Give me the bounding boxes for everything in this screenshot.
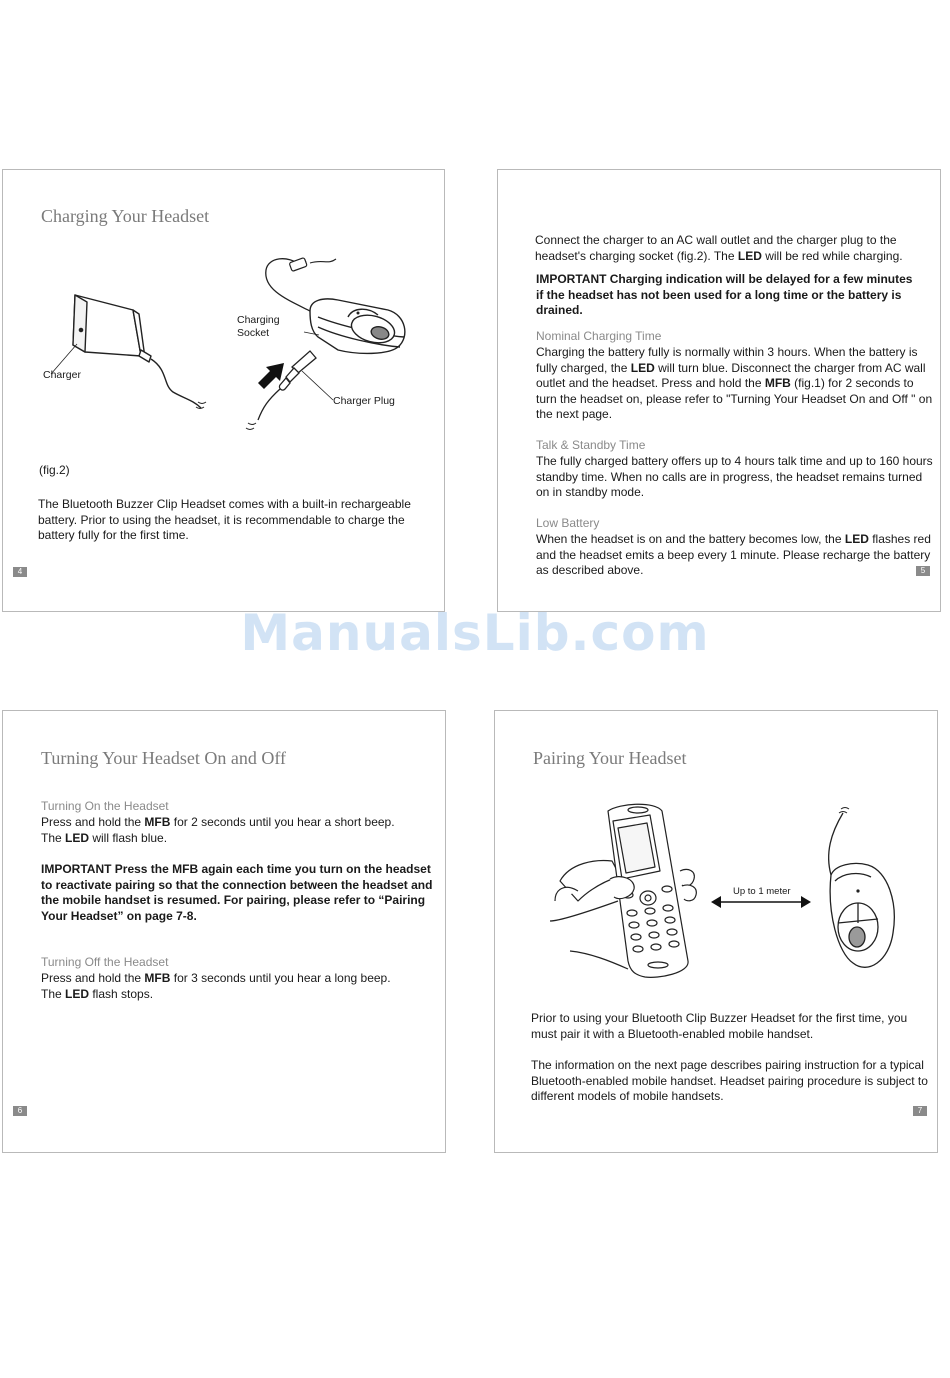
body-line: Press and hold the MFB for 3 seconds until you hear a long beep.: [41, 971, 391, 985]
charging-socket-label-line1: Charging: [237, 314, 280, 326]
body-line: different models of mobile handsets.: [531, 1089, 724, 1103]
charging-socket-label-line2: Socket: [237, 327, 270, 339]
body-line: Bluetooth-enabled mobile handset. Headset pairing procedure is subject to: [531, 1073, 928, 1088]
body-line: as described above.: [536, 563, 644, 577]
important-note: [536, 272, 912, 319]
charging-socket-label: [237, 314, 280, 340]
section-title-turning-off: Turning Off the Headset: [41, 955, 169, 969]
body-line: The Bluetooth Buzzer Clip Headset comes with a built-in rechargeable: [38, 497, 411, 511]
body-line: the next page.: [536, 407, 613, 421]
turning-on-paragraph: [41, 815, 395, 846]
page-title: Charging Your Headset: [41, 206, 210, 226]
body-paragraph: [38, 497, 411, 544]
important-line: drained.: [536, 303, 583, 317]
body-line: Prior to using your Bluetooth Clip Buzzer Headset for the first time, you: [531, 1011, 908, 1025]
low-battery-paragraph: [536, 532, 931, 579]
important-line: Your Headset” on page 7-8.: [41, 908, 197, 923]
important-line: IMPORTANT Press the MFB again each time you turn on the headset: [41, 862, 431, 876]
manual-page-6: [2, 710, 446, 1153]
body-line: The information on the next page describes pairing instruction for a typical: [531, 1058, 924, 1072]
headset-plug-illustration: [228, 255, 428, 435]
section-title-talk-standby: Talk & Standby Time: [536, 438, 646, 452]
important-line: if the headset has not been used for a long time or the battery is: [536, 287, 902, 302]
watermark: ManualsLib.com: [240, 604, 710, 662]
section-title-low-battery: Low Battery: [536, 516, 600, 530]
body-line: The fully charged battery offers up to 4 hours talk time and up to 160 hours: [536, 454, 933, 468]
charger-label: Charger: [43, 369, 81, 381]
page-title: Pairing Your Headset: [533, 748, 687, 768]
page-number: 6: [13, 1106, 27, 1116]
manual-page-7: [494, 710, 938, 1153]
talk-standby-paragraph: [536, 454, 933, 501]
body-line: on in standby mode.: [536, 485, 645, 499]
important-note: [41, 862, 432, 924]
page-number: 5: [916, 566, 930, 576]
body-line: Press and hold the MFB for 2 seconds until you hear a short beep.: [41, 815, 395, 829]
section-title-turning-on: Turning On the Headset: [41, 799, 169, 813]
body-line: must pair it with a Bluetooth-enabled mobile handset.: [531, 1026, 814, 1041]
body-line: battery fully for the first time.: [38, 528, 189, 542]
charger-plug-label: Charger Plug: [333, 395, 395, 407]
body-line: headset's charging socket (fig.2). The LED will be red while charging.: [535, 248, 903, 263]
pairing-paragraph-2: [531, 1058, 928, 1105]
distance-label: Up to 1 meter: [733, 886, 791, 897]
body-line: Connect the charger to an AC wall outlet and the charger plug to the: [535, 233, 897, 247]
important-line: the mobile handset is resumed. For pairing, please refer to “Pairing: [41, 893, 426, 907]
manual-page-4: [2, 169, 445, 612]
section-title-nominal-charging: Nominal Charging Time: [536, 329, 662, 343]
mobile-phone-illustration: [550, 801, 710, 981]
intro-paragraph: [535, 233, 903, 264]
charger-illustration: [33, 290, 223, 420]
page-title: Turning Your Headset On and Off: [41, 748, 287, 768]
body-line: outlet and the headset. Press and hold the MFB (fig.1) for 2 seconds to: [536, 376, 914, 390]
body-line: fully charged, the LED will turn blue. Disconnect the charger from AC wall: [536, 360, 926, 375]
headset-illustration: [813, 803, 923, 983]
body-line: standby time. When no calls are in progress, the headset remains turned: [536, 469, 923, 484]
page-number: 7: [913, 1106, 927, 1116]
important-line: IMPORTANT Charging indication will be delayed for a few minutes: [536, 272, 913, 286]
manual-page-5: [497, 169, 941, 612]
body-line: Charging the battery fully is normally within 3 hours. When the battery is: [536, 345, 918, 359]
body-line: The LED flash stops.: [41, 986, 154, 1001]
important-line: to reactivate pairing so that the connection between the headset and: [41, 877, 433, 892]
page-number: 4: [13, 567, 27, 577]
body-line: battery. Prior to using the headset, it is recommendable to charge the: [38, 512, 405, 527]
body-line: The LED will flash blue.: [41, 830, 168, 845]
body-line: turn the headset on, please refer to "Turning Your Headset On and Off " on: [536, 391, 933, 406]
nominal-charging-paragraph: [536, 345, 932, 423]
turning-off-paragraph: [41, 971, 391, 1002]
body-line: and the headset emits a beep every 1 minute. Please recharge the battery: [536, 547, 931, 562]
pairing-paragraph-1: [531, 1011, 907, 1042]
figure-caption: (fig.2): [39, 463, 70, 477]
body-line: When the headset is on and the battery becomes low, the LED flashes red: [536, 532, 931, 546]
